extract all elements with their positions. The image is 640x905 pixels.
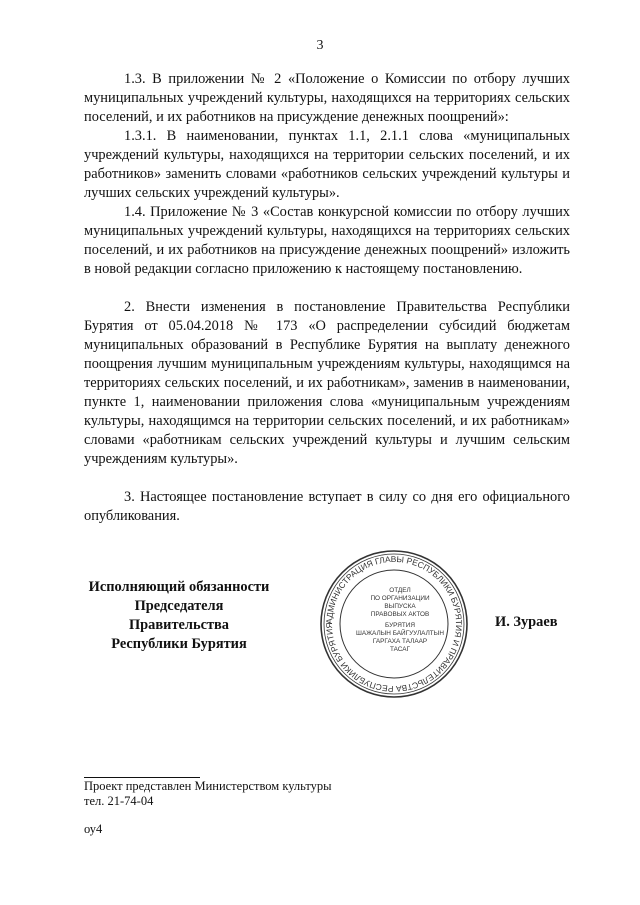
signatory-title-line-2: Председателя Правительства xyxy=(128,598,230,633)
body-text xyxy=(84,70,570,526)
footer-note xyxy=(84,779,332,809)
signatory-title-line-3: Республики Бурятия xyxy=(111,636,247,652)
document-code: оу4 xyxy=(84,822,103,836)
paragraph-1-3: 1.3. В приложении № 2 «Положение о Комиссии по отбору лучших муниципальных учреждений культуры, находящихся на территориях сельских поселений, и их работников на присуждение денежных поощрений»: xyxy=(84,71,570,125)
footer-phone: тел. 21-74-04 xyxy=(84,794,154,808)
paragraph-1-4: 1.4. Приложение № 3 «Состав конкурсной комиссии по отбору лучших муниципальных учреждений культуры, находящихся на территориях сельских поселений, и их работников на присуждение денежных поощрений» изложить в новой редакции согласно приложению к настоящему постановлению. xyxy=(84,204,570,277)
footer-presented-by: Проект представлен Министерством культуры xyxy=(84,779,332,793)
page-number: 3 xyxy=(316,38,324,53)
seal-line-5: БУРЯТИЯ xyxy=(385,622,415,629)
seal-line-6: ШАЖАЛЫН БАЙГУУЛАЛТЫН xyxy=(356,630,444,637)
seal-line-4: ПРАВОВЫХ АКТОВ xyxy=(370,611,430,618)
seal-outer-text: АДМИНИСТРАЦИЯ ГЛАВЫ РЕСПУБЛИКИ БУРЯТИЯ И ПРАВИТЕЛЬСТВА РЕСПУБЛИКИ БУРЯТИЯ xyxy=(323,553,465,695)
signatory-title xyxy=(84,578,274,654)
seal-line-7: ГАРГАХА ТАЛААР xyxy=(372,638,428,645)
seal-line-1: ОТДЕЛ xyxy=(389,587,411,594)
signer-name: И. Зураев xyxy=(495,614,558,630)
paragraph-2: 2. Внести изменения в постановление Правительства Республики Бурятия от 05.04.2018 № 173 «О распределении субсидий бюджетам муниципальных образований в Республике Бурятия на выплату денежного поощрения лучшим муниципальным учреждениям культуры, находящимся на территориях сельских поселений, и их работникам», заменив в наименовании, пункте 1, наименовании приложения слова «муниципальным учреждениям культуры, находящимся на территории сельских поселений, и их работникам» словами «работникам сельских учреждений культуры и лучшим сельским учреждениям культуры». xyxy=(84,299,570,467)
seal-line-3: ВЫПУСКА xyxy=(384,603,416,610)
seal-line-2: ПО ОРГАНИЗАЦИИ xyxy=(370,595,430,602)
official-seal-stamp xyxy=(318,548,470,700)
paragraph-1-3-1: 1.3.1. В наименовании, пунктах 1.1, 2.1.1 слова «муниципальных учреждений культуры, находящихся на территории сельских поселений, и их работников» заменить словами «работников сельских учреждений культуры и лучших сельских учреждений культуры». xyxy=(84,128,570,201)
paragraph-3: 3. Настоящее постановление вступает в силу со дня его официального опубликования. xyxy=(84,489,570,524)
footer-divider xyxy=(84,777,200,778)
signatory-title-line-1: Исполняющий обязанности xyxy=(88,579,270,595)
seal-line-8: ТАСАГ xyxy=(389,646,411,653)
